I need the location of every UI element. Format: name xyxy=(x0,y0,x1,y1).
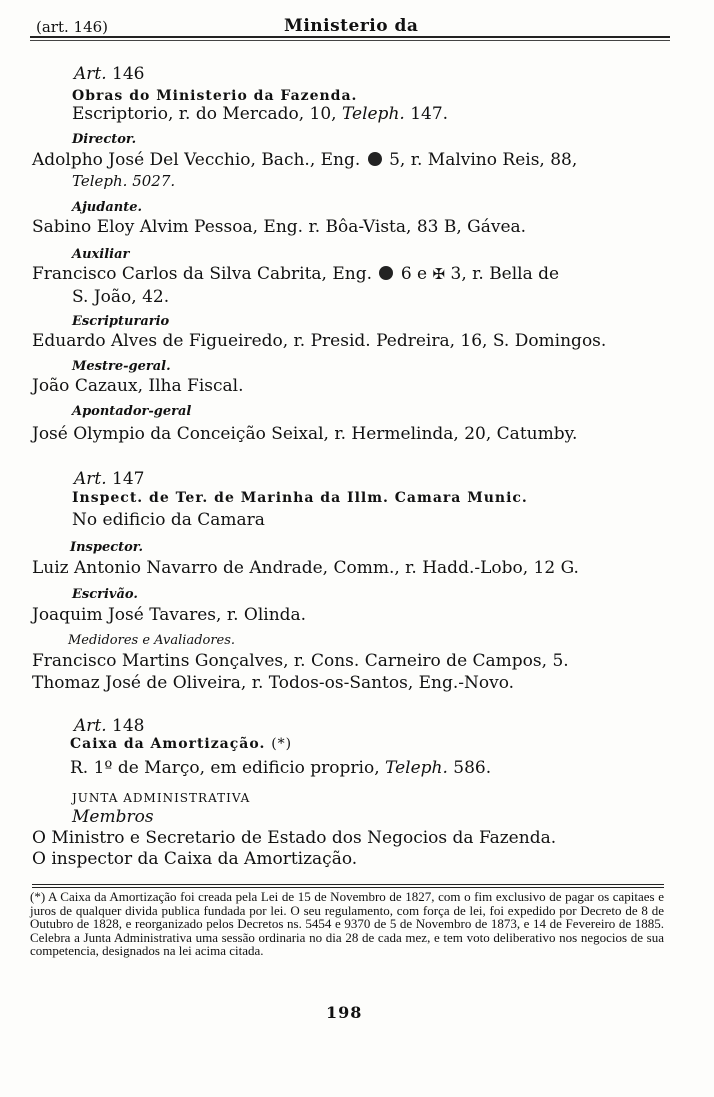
order-badge-icon xyxy=(379,266,393,280)
section-junta: JUNTA ADMINISTRATIVA xyxy=(72,791,251,805)
article-146-heading: Obras do Ministerio da Fazenda. xyxy=(72,88,358,104)
role-director: Director. xyxy=(72,132,137,147)
role-escrivao: Escrivão. xyxy=(72,587,138,602)
entry-apontador-geral: José Olympio da Conceição Seixal, r. Hermelinda, 20, Catumby. xyxy=(32,424,578,444)
entry-escrivao: Joaquim José Tavares, r. Olinda. xyxy=(32,605,307,625)
running-head-art: (art. 146) xyxy=(36,18,109,36)
order-badge-icon xyxy=(368,152,382,166)
footnote: (*) A Caixa da Amortização foi creada pela Lei de 15 de Novembro de 1827, com o fim exclusivo de pagar os capitaes e juros de qualquer divida publica fundada por lei. O seu regulamento, com força de lei, foi expedido por Decreto de 8 de Outubro de 1828, e reorganizado pelos Decretos ns. 5454 e 9370 de 5 de Novembro de 1873, e 14 de Fevereiro de 1885. Celebra a Junta Administrativa uma sessão ordinaria no dia 28 de cada mez, e tem voto deliberativo nos negocios de sua competencia, designados na lei acima citada. xyxy=(30,889,664,958)
article-146-label: Art. 146 xyxy=(74,64,145,84)
role-medidores: Medidores e Avaliadores. xyxy=(68,633,236,648)
entry-mestre-geral: João Cazaux, Ilha Fiscal. xyxy=(32,376,244,396)
role-escripturario: Escripturario xyxy=(72,314,170,329)
entry-inspector: Luiz Antonio Navarro de Andrade, Comm., r. Hadd.-Lobo, 12 G. xyxy=(32,558,579,578)
article-148-label: Art. 148 xyxy=(74,716,145,736)
entry-director: Adolpho José Del Vecchio, Bach., Eng. 5, r. Malvino Reis, 88, xyxy=(32,150,578,170)
article-148-heading: Caixa da Amortização. (*) xyxy=(70,736,293,752)
role-mestre-geral: Mestre-geral. xyxy=(72,359,171,374)
article-148-address: R. 1º de Março, em edificio proprio, Teleph. 586. xyxy=(70,758,492,778)
entry-escripturario: Eduardo Alves de Figueiredo, r. Presid. Pedreira, 16, S. Domingos. xyxy=(32,331,607,351)
running-head-title: Ministerio da xyxy=(284,16,419,36)
article-147-address: No edificio da Camara xyxy=(72,510,265,530)
member-2: O inspector da Caixa da Amortização. xyxy=(32,849,358,869)
article-146-address: Escriptorio, r. do Mercado, 10, Teleph. 147. xyxy=(72,104,449,124)
subsection-membros: Membros xyxy=(72,807,154,827)
entry-auxiliar-address: S. João, 42. xyxy=(72,287,170,307)
entry-medidor-1: Francisco Martins Gonçalves, r. Cons. Carneiro de Campos, 5. xyxy=(32,651,569,671)
article-147-label: Art. 147 xyxy=(74,469,145,489)
article-147-heading: Inspect. de Ter. de Marinha da Illm. Camara Munic. xyxy=(72,490,528,506)
role-ajudante: Ajudante. xyxy=(72,200,143,215)
footnote-rule-thin xyxy=(32,887,664,888)
role-auxiliar: Auxiliar xyxy=(72,247,130,262)
entry-ajudante: Sabino Eloy Alvim Pessoa, Eng. r. Bôa-Vista, 83 B, Gávea. xyxy=(32,217,527,237)
header-rule xyxy=(30,36,670,38)
role-inspector: Inspector. xyxy=(70,540,143,555)
header-rule-thin xyxy=(30,40,670,41)
role-apontador-geral: Apontador-geral xyxy=(72,404,192,419)
cross-icon: ✠ xyxy=(432,265,446,283)
page-number: 198 xyxy=(326,1003,363,1022)
footnote-rule xyxy=(32,884,664,885)
member-1: O Ministro e Secretario de Estado dos Negocios da Fazenda. xyxy=(32,828,557,848)
entry-medidor-2: Thomaz José de Oliveira, r. Todos-os-Santos, Eng.-Novo. xyxy=(32,673,515,693)
entry-director-phone: Teleph. 5027. xyxy=(72,172,176,190)
entry-auxiliar: Francisco Carlos da Silva Cabrita, Eng. 6 e ✠ 3, r. Bella de xyxy=(32,264,560,284)
